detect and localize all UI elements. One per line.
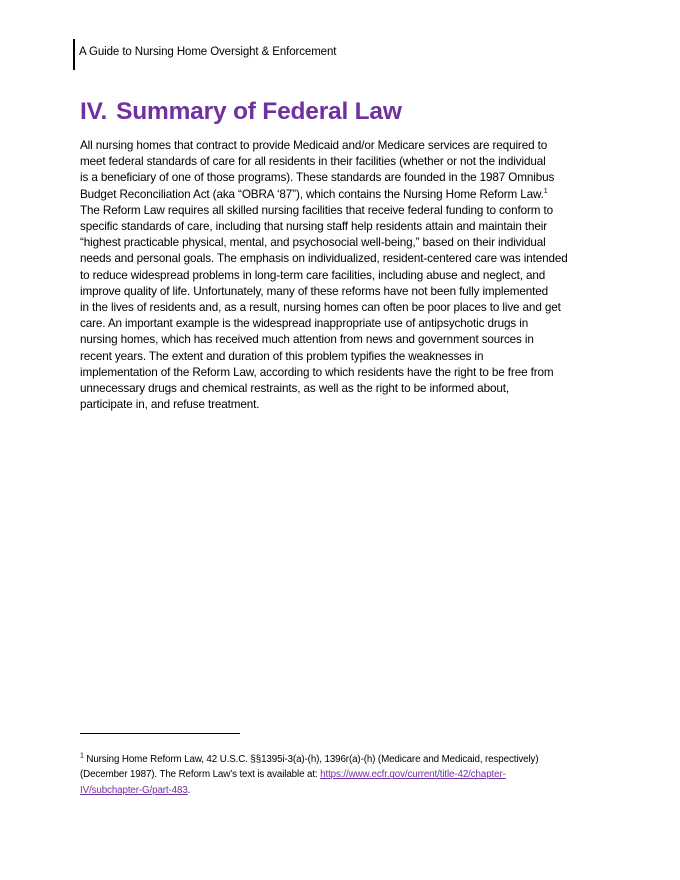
- section-number: IV.: [80, 98, 108, 125]
- body-line-with-footnote: [80, 187, 600, 203]
- body-line: recent years. The extent and duration of this problem typifies the weaknesses in: [80, 349, 484, 363]
- body-line: “highest practicable physical, mental, and psychosocial well-being,” based on their individual: [80, 236, 546, 250]
- footnote-marker: 1: [80, 752, 84, 760]
- footnote-line: [80, 752, 600, 767]
- body-line: meet federal standards of care for all residents in their facilities (whether or not the individual: [80, 155, 546, 169]
- body-line: to reduce widespread problems in long-term care facilities, including abuse and neglect, and: [80, 268, 546, 282]
- ecfr-link-part1[interactable]: https://www.ecfr.gov/current/title-42/chapter-: [320, 769, 506, 781]
- body-line: specific standards of care, including that nursing staff help residents attain and maintain their: [80, 220, 547, 234]
- footnote-line: [80, 783, 600, 798]
- footnote-text: Nursing Home Reform Law, 42 U.S.C. §§1395i-3(a)-(h), 1396r(a)-(h) (Medicare and Medicaid, respectively): [83, 754, 539, 765]
- footnote-text: (December 1987). The Reform Law’s text is available at:: [80, 769, 321, 781]
- running-header: A Guide to Nursing Home Oversight & Enforcement: [79, 46, 337, 58]
- header-rule: [73, 39, 75, 70]
- body-line: All nursing homes that contract to provide Medicaid and/or Medicare services are required to: [80, 139, 548, 152]
- footnote-end-punct: .: [187, 784, 191, 796]
- body-line: in the lives of residents and, as a result, nursing homes can often be poor places to live and get: [80, 301, 561, 315]
- body-line: improve quality of life. Unfortunately, many of these reforms have not been fully implemented: [80, 284, 549, 298]
- body-line: needs and personal goals. The emphasis on individualized, resident-centered care was intended: [80, 252, 568, 266]
- body-line: implementation of the Reform Law, according to which residents have the right to be free from: [80, 365, 554, 379]
- section-heading: [80, 98, 402, 126]
- section-title: Summary of Federal Law: [116, 98, 402, 125]
- footnote-line: [80, 767, 600, 782]
- body-line: participate in, and refuse treatment.: [80, 398, 260, 412]
- body-line-text: Budget Reconciliation Act (aka “OBRA ‘87”), which contains the Nursing Home Reform Law.: [80, 187, 544, 201]
- body-line: nursing homes, which has received much attention from news and government sources in: [80, 333, 534, 347]
- body-line: unnecessary drugs and chemical restraints, as well as the right to be informed about,: [80, 382, 509, 396]
- footnote-separator: [80, 733, 240, 734]
- ecfr-link-part2[interactable]: IV/subchapter-G/part-483: [80, 784, 188, 796]
- body-line: is a beneficiary of one of those programs). These standards are founded in the 1987 Omnibus: [80, 171, 555, 185]
- footnote: [80, 752, 600, 798]
- body-line: care. An important example is the widespread inappropriate use of antipsychotic drugs in: [80, 317, 529, 331]
- body-paragraph: [80, 138, 600, 413]
- footnote-reference[interactable]: 1: [543, 187, 548, 195]
- body-line: The Reform Law requires all skilled nursing facilities that receive federal funding to conform to: [80, 203, 553, 217]
